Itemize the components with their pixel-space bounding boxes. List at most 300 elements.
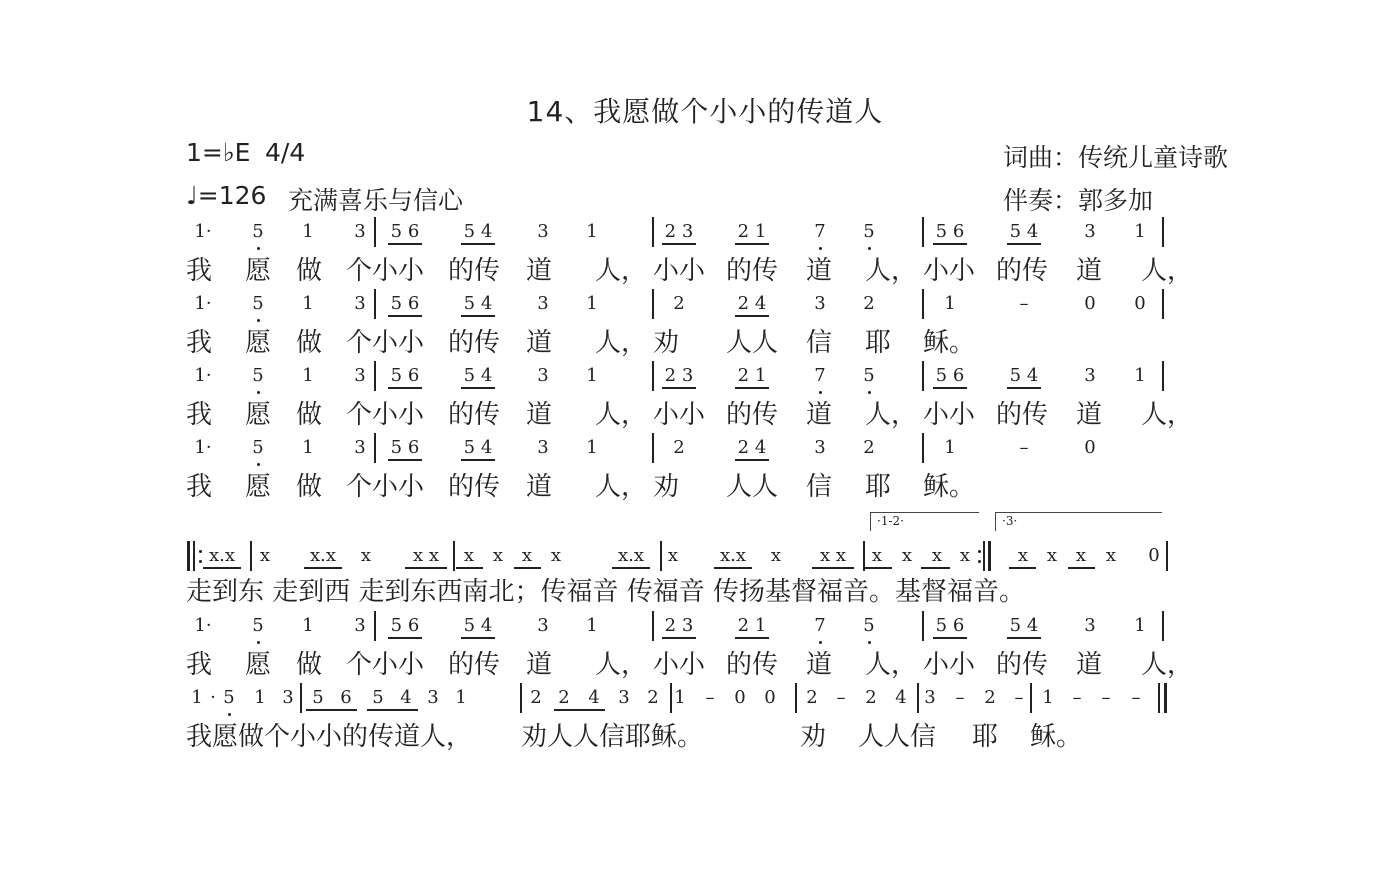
lyric: 我 — [186, 650, 213, 680]
rhythm-note: x — [550, 545, 562, 566]
repeat-dot — [978, 560, 981, 563]
note: 2 — [806, 687, 818, 708]
note: 7 — [814, 221, 826, 242]
rhythm-note: x x — [819, 545, 847, 566]
underline-beam — [456, 567, 483, 569]
octave-dot — [819, 247, 822, 250]
repeat-dot — [978, 550, 981, 553]
bar-line — [652, 611, 654, 641]
credit-lyrics-music: 词曲：传统儿童诗歌 — [1003, 143, 1229, 172]
lyric: 稣。 — [923, 328, 976, 358]
note: 1 — [302, 437, 314, 458]
bar-line — [863, 541, 865, 571]
lyric: 愿 — [245, 328, 272, 358]
underline-beam — [921, 567, 950, 569]
note: 1 — [586, 615, 598, 636]
note: 5 6 — [935, 615, 965, 636]
underline-beam — [662, 243, 696, 245]
lyric: 小小 — [923, 256, 976, 286]
volta-bracket-2 — [995, 512, 1162, 531]
key-signature: 1=♭E — [186, 138, 251, 167]
lyric: 道 — [1076, 650, 1103, 680]
note: 5 6 — [935, 365, 965, 386]
volta-bracket-1 — [870, 512, 979, 531]
lyric: 的传 — [726, 400, 779, 430]
note: 1· — [194, 365, 212, 386]
bar-line — [922, 217, 924, 247]
rhythm-note: x — [1105, 545, 1117, 566]
note: 5 — [863, 365, 875, 386]
note: – — [1019, 437, 1029, 458]
note: 3 — [1084, 365, 1096, 386]
note: 5 6 — [390, 615, 420, 636]
octave-dot — [819, 391, 822, 394]
bar-line — [374, 289, 376, 319]
lyric: 劝 — [653, 328, 680, 358]
octave-dot — [868, 641, 871, 644]
lyric: 人， — [1141, 650, 1194, 680]
note: 5 — [312, 687, 324, 708]
note: 5 — [252, 293, 264, 314]
underline-beam — [933, 637, 967, 639]
note: 2 3 — [664, 221, 694, 242]
note: 2 — [865, 687, 877, 708]
note: 0 — [1084, 293, 1096, 314]
lyric: 人人信 — [858, 722, 937, 752]
note: 1 — [254, 687, 266, 708]
bar-line — [795, 683, 797, 713]
note: 5 4 — [463, 615, 493, 636]
lyric: 道 — [526, 472, 553, 502]
rhythm-note: x — [770, 545, 782, 566]
note: 1 — [1042, 687, 1054, 708]
lyric: 道 — [806, 650, 833, 680]
note: 3 — [537, 615, 549, 636]
note: 4 — [588, 687, 600, 708]
rhythm-note: x x — [412, 545, 440, 566]
rhythm-note: x.x — [309, 545, 337, 566]
bar-line — [1162, 217, 1164, 247]
underline-beam — [612, 567, 650, 569]
underline-beam — [735, 315, 769, 317]
note: 6 — [340, 687, 352, 708]
underline-beam — [304, 567, 342, 569]
lyric: 信 — [806, 328, 833, 358]
lyric: 道 — [806, 256, 833, 286]
note: 1 — [944, 293, 956, 314]
note: 3 — [354, 365, 366, 386]
note: 2 4 — [737, 293, 767, 314]
underline-beam — [735, 387, 769, 389]
note: 3 — [618, 687, 630, 708]
underline-beam — [461, 387, 495, 389]
lyric: 的传 — [448, 650, 501, 680]
lyric: 的传 — [996, 650, 1049, 680]
lyric: 小小 — [923, 650, 976, 680]
lyric: 做 — [296, 328, 323, 358]
rhythm-note: x — [901, 545, 913, 566]
octave-dot — [257, 463, 260, 466]
rhythm-note: x — [521, 545, 533, 566]
lyric: 道 — [526, 328, 553, 358]
bar-line — [520, 683, 522, 713]
underline-beam — [203, 567, 241, 569]
lyric: 人， — [595, 400, 648, 430]
underline-beam — [461, 243, 495, 245]
lyric: 稣。 — [1030, 722, 1083, 752]
note: 2 1 — [737, 615, 767, 636]
note: – — [1014, 687, 1024, 708]
bar-line — [1162, 289, 1164, 319]
bar-line — [917, 683, 919, 713]
lyric: 愿 — [245, 472, 272, 502]
note: 1 — [674, 687, 686, 708]
credit-accompaniment: 伴奏：郭多加 — [1003, 186, 1154, 215]
note: 7 — [814, 615, 826, 636]
underline-beam — [461, 637, 495, 639]
underline-beam — [405, 567, 447, 569]
note: 5 — [863, 221, 875, 242]
lyric: 的传 — [448, 256, 501, 286]
note: 5 6 — [390, 437, 420, 458]
note: – — [1101, 687, 1111, 708]
underline-beam — [461, 459, 495, 461]
octave-dot — [868, 247, 871, 250]
note: 2 — [984, 687, 996, 708]
lyric: 做 — [296, 650, 323, 680]
bar-line — [922, 289, 924, 319]
note: 3 — [924, 687, 936, 708]
note: 1 — [1134, 615, 1146, 636]
rhythm-note: x — [1017, 545, 1029, 566]
note: 3 — [814, 437, 826, 458]
lyric-line: 走到东 走到西 走到东西南北；传福音 传福音 传扬基督福音。基督福音。 — [186, 577, 1026, 607]
lyric: 耶 — [865, 472, 892, 502]
note: 5 4 — [463, 221, 493, 242]
bar-line — [187, 541, 190, 571]
underline-beam — [662, 387, 696, 389]
rhythm-note: x — [259, 545, 271, 566]
lyric: 小小 — [923, 400, 976, 430]
note: 3 — [354, 437, 366, 458]
lyric: 人， — [595, 328, 648, 358]
lyric: 人人 — [726, 472, 779, 502]
underline-beam — [865, 567, 892, 569]
octave-dot — [257, 391, 260, 394]
octave-dot — [257, 641, 260, 644]
note: 4 — [895, 687, 907, 708]
note: 5 6 — [390, 365, 420, 386]
bar-line — [250, 541, 252, 571]
lyric: 个小小 — [346, 256, 425, 286]
rhythm-note: x — [1046, 545, 1058, 566]
note: 2 — [530, 687, 542, 708]
lyric: 愿 — [245, 256, 272, 286]
underline-beam — [812, 567, 854, 569]
lyric: 道 — [526, 650, 553, 680]
note: – — [1072, 687, 1082, 708]
lyric: 愿 — [245, 650, 272, 680]
note: 1 — [302, 615, 314, 636]
lyric: 道 — [806, 400, 833, 430]
underline-beam — [933, 387, 967, 389]
note: 5 6 — [935, 221, 965, 242]
rhythm-note: x — [931, 545, 943, 566]
rhythm-note: x — [360, 545, 372, 566]
lyric: 的传 — [726, 650, 779, 680]
rhythm-note: x — [871, 545, 883, 566]
underline-beam — [1009, 567, 1036, 569]
rhythm-note: x — [1075, 545, 1087, 566]
note: 1· — [194, 293, 212, 314]
tempo-marking: ♩=126 — [186, 181, 267, 210]
lyric-line: 我愿做个小小的传道人， — [186, 722, 473, 752]
lyric: 道 — [526, 256, 553, 286]
bar-line — [988, 541, 991, 571]
underline-beam — [388, 387, 422, 389]
note: 1 — [302, 365, 314, 386]
lyric: 道 — [526, 400, 553, 430]
lyric: 我 — [186, 400, 213, 430]
rhythm-note: x.x — [617, 545, 645, 566]
note: 7 — [814, 365, 826, 386]
note: 5 4 — [1009, 365, 1039, 386]
note: 4 — [400, 687, 412, 708]
note: 2 1 — [737, 365, 767, 386]
note: 2 3 — [664, 615, 694, 636]
lyric: 人， — [1141, 256, 1194, 286]
note: 1· — [194, 615, 212, 636]
note: – — [705, 687, 715, 708]
octave-dot — [257, 319, 260, 322]
lyric: 人人 — [726, 328, 779, 358]
underline-beam — [735, 637, 769, 639]
lyric: 信 — [806, 472, 833, 502]
lyric: 做 — [296, 400, 323, 430]
lyric: 做 — [296, 472, 323, 502]
note: 1 — [191, 687, 203, 708]
lyric: 人， — [1141, 400, 1194, 430]
lyric: 的传 — [448, 400, 501, 430]
underline-beam — [306, 709, 357, 711]
note: 0 — [1134, 293, 1146, 314]
note: 1 — [586, 293, 598, 314]
note: 5 4 — [463, 293, 493, 314]
underline-beam — [388, 243, 422, 245]
bar-line — [374, 433, 376, 463]
note: 5 4 — [1009, 221, 1039, 242]
note: – — [836, 687, 846, 708]
note: 5 — [863, 615, 875, 636]
rhythm-note: 0 — [1148, 545, 1160, 566]
note: 0 — [764, 687, 776, 708]
underline-beam — [735, 459, 769, 461]
note: – — [1019, 293, 1029, 314]
note: 5 — [252, 221, 264, 242]
note: 2 — [558, 687, 570, 708]
rhythm-note: x — [959, 545, 971, 566]
note: 2 1 — [737, 221, 767, 242]
note: 2 — [673, 437, 685, 458]
note: 5 — [252, 615, 264, 636]
note: 3 — [354, 221, 366, 242]
note: 2 3 — [664, 365, 694, 386]
note: 2 4 — [737, 437, 767, 458]
bar-line — [453, 541, 455, 571]
note: 3 — [814, 293, 826, 314]
bar-line — [374, 217, 376, 247]
underline-beam — [1068, 567, 1095, 569]
lyric: 耶 — [972, 722, 999, 752]
rhythm-note: x.x — [208, 545, 236, 566]
lyric: 人， — [595, 472, 648, 502]
lyric: 我 — [186, 328, 213, 358]
note: 3 — [537, 437, 549, 458]
bar-line — [983, 541, 985, 571]
lyric: 稣。 — [923, 472, 976, 502]
repeat-dot — [199, 560, 202, 563]
lyric: 做 — [296, 256, 323, 286]
note: 3 — [354, 615, 366, 636]
bar-line — [1164, 683, 1167, 713]
underline-beam — [933, 243, 967, 245]
note: 5 — [252, 437, 264, 458]
note: 2 — [863, 293, 875, 314]
bar-line — [652, 433, 654, 463]
bar-line — [1166, 541, 1168, 571]
note: 5 6 — [390, 221, 420, 242]
note: 3 — [1084, 221, 1096, 242]
bar-line — [1158, 683, 1160, 713]
bar-line — [922, 361, 924, 391]
note: 5 6 — [390, 293, 420, 314]
underline-beam — [714, 567, 752, 569]
note: 0 — [734, 687, 746, 708]
rhythm-note: x — [492, 545, 504, 566]
bar-line — [300, 683, 302, 713]
bar-line — [1030, 683, 1032, 713]
lyric: 个小小 — [346, 400, 425, 430]
bar-line — [652, 289, 654, 319]
bar-line — [193, 541, 195, 571]
lyric: 道 — [1076, 256, 1103, 286]
underline-beam — [367, 709, 418, 711]
note: 1 — [1134, 365, 1146, 386]
note: 5 — [252, 365, 264, 386]
underline-beam — [1007, 637, 1041, 639]
note: 1 — [586, 365, 598, 386]
note: 2 — [647, 687, 659, 708]
lyric: 人， — [595, 650, 648, 680]
lyric: 的传 — [448, 472, 501, 502]
note: 1· — [194, 221, 212, 242]
lyric: 我 — [186, 472, 213, 502]
rhythm-note: x — [667, 545, 679, 566]
lyric: 小小 — [653, 650, 706, 680]
lyric: 劝 — [800, 722, 827, 752]
note: · — [210, 687, 216, 708]
lyric: 个小小 — [346, 650, 425, 680]
note: 5 4 — [463, 365, 493, 386]
lyric: 人， — [865, 400, 918, 430]
note: 3 — [1084, 615, 1096, 636]
note: 2 — [673, 293, 685, 314]
bar-line — [374, 611, 376, 641]
note: – — [1131, 687, 1141, 708]
note: – — [955, 687, 965, 708]
time-signature: 4/4 — [265, 138, 306, 167]
lyric: 小小 — [653, 256, 706, 286]
bar-line — [374, 361, 376, 391]
underline-beam — [388, 459, 422, 461]
rhythm-note: x.x — [719, 545, 747, 566]
repeat-dot — [199, 550, 202, 553]
lyric: 耶 — [865, 328, 892, 358]
lyric: 人， — [865, 256, 918, 286]
note: 1 — [944, 437, 956, 458]
underline-beam — [388, 315, 422, 317]
octave-dot — [257, 247, 260, 250]
note: 0 — [1084, 437, 1096, 458]
note: 2 — [863, 437, 875, 458]
rhythm-note: x — [463, 545, 475, 566]
note: 5 4 — [463, 437, 493, 458]
note: 3 — [537, 221, 549, 242]
note: 3 — [537, 293, 549, 314]
lyric: 愿 — [245, 400, 272, 430]
bar-line — [1162, 361, 1164, 391]
note: 1 — [302, 293, 314, 314]
note: 3 — [354, 293, 366, 314]
lyric: 的传 — [996, 256, 1049, 286]
note: 1· — [194, 437, 212, 458]
lyric: 的传 — [726, 256, 779, 286]
lyric: 的传 — [448, 328, 501, 358]
lyric: 个小小 — [346, 472, 425, 502]
lyric: 小小 — [653, 400, 706, 430]
lyric: 我 — [186, 256, 213, 286]
bar-line — [652, 217, 654, 247]
lyric-line: 劝人人信耶稣。 — [521, 722, 704, 752]
lyric: 的传 — [996, 400, 1049, 430]
underline-beam — [461, 315, 495, 317]
lyric: 道 — [1076, 400, 1103, 430]
note: 3 — [282, 687, 294, 708]
volta-label: ·3· — [1002, 514, 1018, 528]
note: 3 — [427, 687, 439, 708]
bar-line — [922, 433, 924, 463]
octave-dot — [228, 713, 231, 716]
note: 1 — [455, 687, 467, 708]
note: 1 — [586, 221, 598, 242]
lyric: 人， — [865, 650, 918, 680]
page-title: 14、我愿做个小小的传道人 — [526, 95, 884, 128]
octave-dot — [868, 391, 871, 394]
note: 3 — [537, 365, 549, 386]
underline-beam — [388, 637, 422, 639]
note: 5 — [372, 687, 384, 708]
underline-beam — [662, 637, 696, 639]
underline-beam — [1007, 243, 1041, 245]
note: 5 — [223, 687, 235, 708]
bar-line — [652, 361, 654, 391]
volta-label: ·1-2· — [877, 514, 904, 528]
expression-marking: 充满喜乐与信心 — [288, 186, 464, 215]
bar-line — [670, 683, 672, 713]
octave-dot — [819, 641, 822, 644]
underline-beam — [735, 243, 769, 245]
bar-line — [922, 611, 924, 641]
